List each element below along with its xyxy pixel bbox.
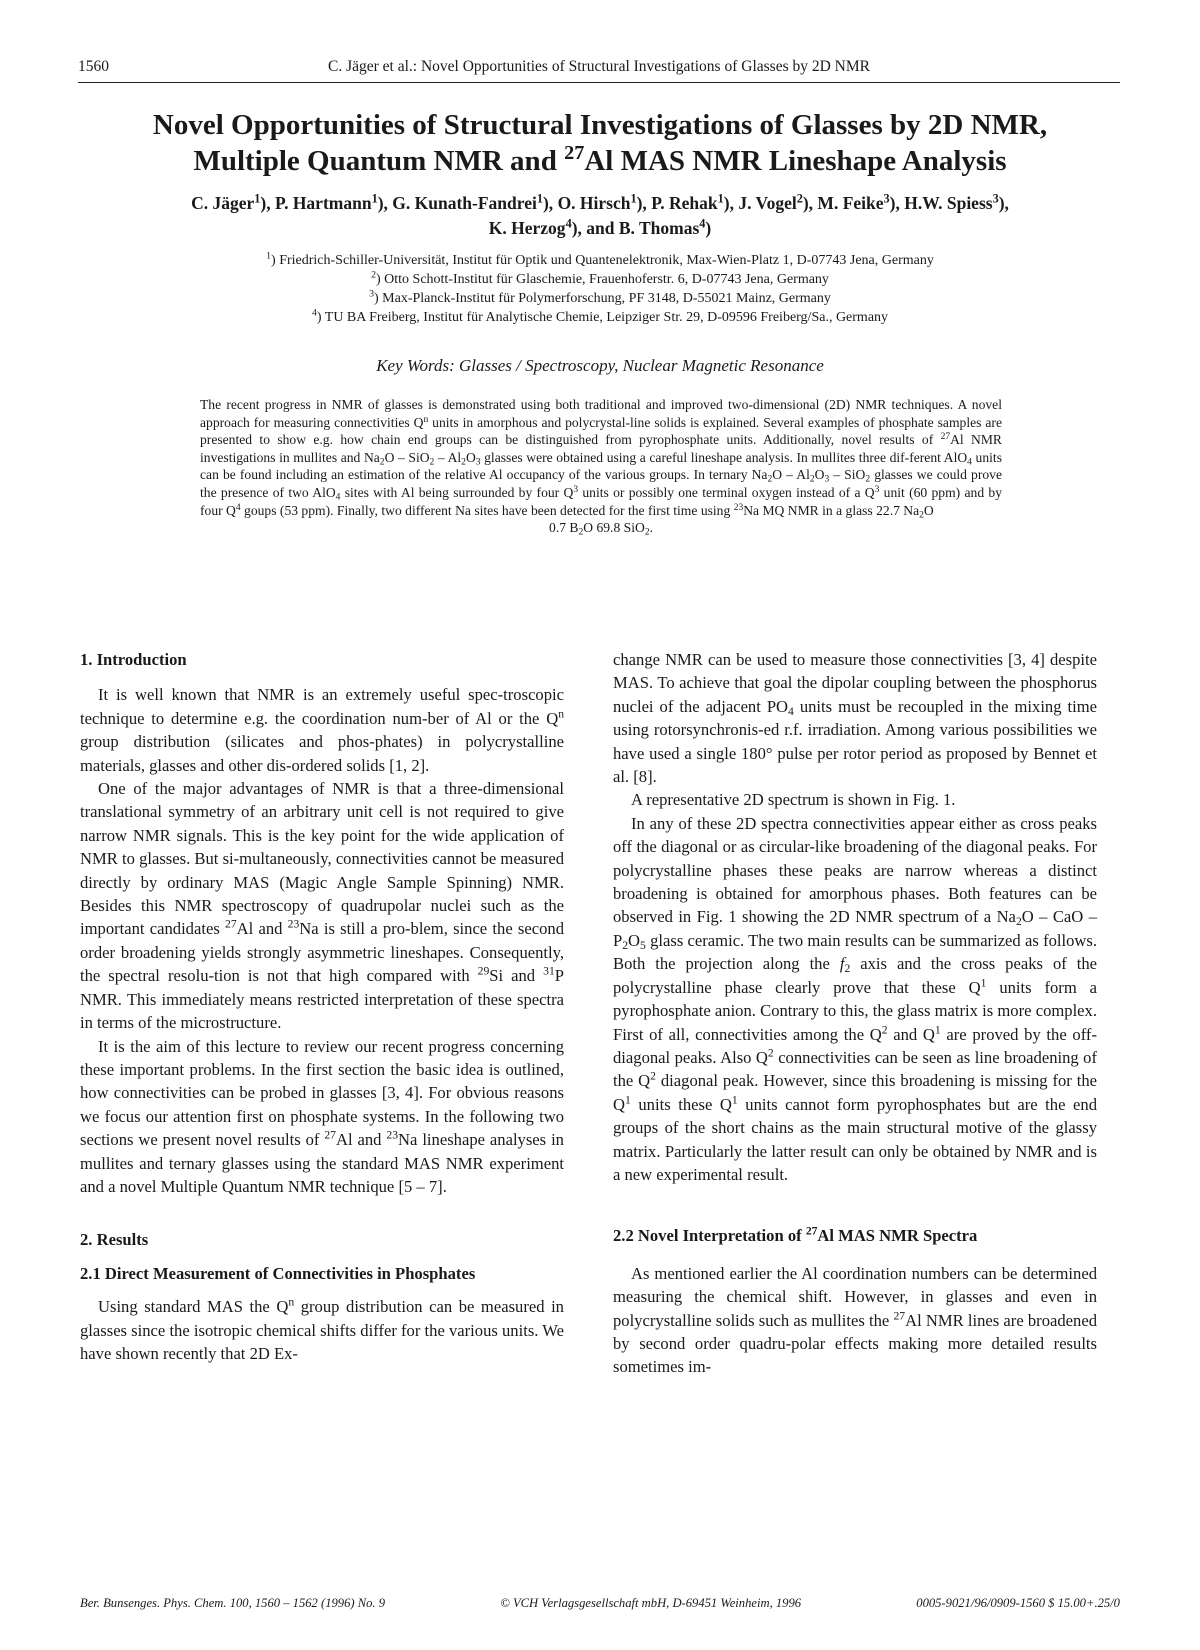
section-heading-results: 2. Results: [80, 1230, 149, 1250]
paragraph: It is well known that NMR is an extremely useful spec-troscopic technique to determine e.g. the coordination num-ber of Al or the $Q^n$ group distribution (silicates and phos-phates) in polycrystalline materials, glasses and other dis-ordered solids [1, 2].: [80, 685, 564, 775]
running-header: [78, 58, 1120, 83]
affiliation: $^1$) Friedrich-Schiller-Universität, Institut für Optik und Quantenelektronik, Max-Wien-Platz 1, D-07743 Jena, Germany: [266, 250, 934, 268]
paragraph: Using standard MAS the $Q^n$ group distribution can be measured in glasses since the isotropic chemical shifts differ for the various units. We have shown recently that 2D Ex-: [80, 1295, 564, 1363]
paragraph: It is the aim of this lecture to review our recent progress concerning these important problems. In the first section the basic idea is outlined, how connectivities can be probed in glasses [3, 4]. For obvious reasons we focus our attention first on phosphate systems. In the following two sections we present novel results of $^{27}$Al and $^{23}$Na lineshape analyses in mullites and ternary glasses using the standard MAS NMR experiment and a novel Multiple Quantum NMR technique [5 – 7].: [80, 1036, 564, 1196]
page-number: 1560: [78, 58, 109, 75]
right-column: [613, 648, 1097, 1379]
author: O. Hirsch: [557, 193, 631, 213]
paragraph: One of the major advantages of NMR is that a three-dimensional translational symmetry of an arbitrary unit cell is not required to give narrow NMR signals. This is the key point for the wide application of NMR to glasses. But si-multaneously, connectivities cannot be measured directly by ordinary MAS (Magic Angle Sample Spinning) NMR. Besides this NMR spectroscopy of quadrupolar nuclei such as the important candidates $^{27}$Al and $^{23}$Na is still a pro-blem, since the second order broadening yields strongly asymmetric lineshapes. Consequently, the spectral resolu-tion is not that high compared with $^{29}$Si and $^{31}$P NMR. This immediately means restricted interpretation of these spectra in terms of the microstructure.: [80, 779, 564, 1033]
paragraph: As mentioned earlier the Al coordination numbers can be determined measuring the chemical shift. However, in glasses and even in polycrystalline solids such as mullites the $^{27}$Al NMR lines are broadened by second order quadru-polar effects making more detailed results sometimes im-: [613, 1263, 1097, 1377]
title-line-1: Novel Opportunities of Structural Investigations of Glasses by 2D NMR,: [152, 109, 1048, 141]
author: P. Hartmann: [274, 193, 372, 213]
author: K. Herzog: [488, 218, 566, 238]
paper-title: [80, 107, 1120, 179]
affiliation: $^3$) Max-Planck-Institut für Polymerforschung, PF 3148, D-55021 Mainz, Germany: [369, 288, 831, 306]
left-column: [80, 648, 564, 1365]
page-footer: [80, 1596, 1120, 1611]
section-heading-introduction: 1. Introduction: [80, 650, 187, 669]
keywords: Key Words: Glasses / Spectroscopy, Nuclear Magnetic Resonance: [376, 356, 824, 375]
author: M. Feike: [817, 193, 884, 213]
author-list: C. Jäger$^1$), P. Hartmann$^1$), G. Kunath-Fandrei$^1$), O. Hirsch$^1$), P. Rehak$^1$), J. Vogel$^2$), M. Feike$^3$), H.W. Spiess$^3$), K. Herzog$^4$), and B. Thomas$^4$): [191, 191, 1009, 238]
paragraph: In any of these 2D spectra connectivities appear either as cross peaks off the diagonal or as circular-like broadening of the diagonal peaks. For polycrystalline phases these peaks are narrow whereas a distinct broadening is obtained for amorphous phases. Both features can be observed in Fig. 1 showing the 2D NMR spectrum of a $Na_2O$ – CaO – $P_2O_5$ glass ceramic. The two main results can be summarized as follows. Both the projection along the $f_2$ axis and the cross peaks of the polycrystalline phase clearly prove that these $Q^1$ units form a pyrophosphate anion. Contrary to this, the glass matrix is more complex. First of all, connectivities among the $Q^2$ and $Q^1$ are proved by the off-diagonal peaks. Also $Q^2$ connectivities can be seen as line broadening of the $Q^2$ diagonal peak. However, since this broadening is missing for the $Q^1$ units these $Q^1$ units cannot form pyrophosphates but are the end groups of the short chains as the main structural motive of the glassy matrix. Particularly the latter result can only be obtained by NMR and is a new experimental result.: [613, 813, 1098, 1184]
author: B. Thomas: [618, 218, 700, 238]
journal-citation: Ber. Bunsenges. Phys. Chem. 100, 1560 – 1562 (1996) No. 9: [80, 1596, 386, 1610]
title-line-2: Multiple Quantum NMR and $^{27}$Al MAS NMR Lineshape Analysis: [193, 141, 1007, 177]
running-title: C. Jäger et al.: Novel Opportunities of Structural Investigations of Glasses by 2D NMR: [328, 58, 870, 75]
abstract: The recent progress in NMR of glasses is demonstrated using both traditional and improved two-dimensional (2D) NMR techniques. A novel approach for measuring connectivities $Q^n$ units in amorphous and polycrystal-line solids is explained. Several examples of phosphate samples are presented to show e.g. how chain end groups can be distinguished from pyrophosphate units. Additionally, novel results of $^{27}$Al NMR investigations in mullites and $Na_2O - SiO_2 - Al_2O_3$ glasses were obtained using a careful lineshape analysis. In mullites three dif-ferent AlO$_4$ units can be found including an estimation of the relative Al occupancy of the various groups. In ternary $Na_2O - Al_2O_3 - SiO_2$ glasses we could prove the presence of two AlO$_4$ sites with Al being surrounded by four $Q^3$ units or possibly one terminal oxygen instead of a $Q^3$ unit (60 ppm) and by four $Q^4$ goups (53 ppm). Finally, two different Na sites have been detected for the first time using $^{23}$Na MQ NMR in a glass 22.7 $Na_2O$ 0.7 $B_2O$ 69.8 SiO$_2$.: [200, 397, 1002, 538]
author: G. Kunath-Fandrei: [392, 193, 537, 213]
affiliation-list: [80, 251, 1120, 327]
author: P. Rehak: [651, 193, 718, 213]
author: H.W. Spiess: [904, 193, 993, 213]
paragraph: change NMR can be used to measure those connectivities [3, 4] despite MAS. To achieve that goal the dipolar coupling between the phosphorus nuclei of the adjacent $PO_4$ units must be recoupled in the mixing time using rotorsynchronis-ed r.f. irradiation. Among various possibilities we have used a single 180° pulse per rotor period as proposed by Bennet et al. [8].: [613, 650, 1097, 787]
author: C. Jäger: [191, 193, 255, 213]
affiliation: $^2$) Otto Schott-Institut für Glaschemie, Frauenhoferstr. 6, D-07743 Jena, Germany: [371, 269, 829, 287]
paragraph: A representative 2D spectrum is shown in Fig. 1.: [631, 790, 956, 810]
subsection-heading-al-mas-nmr: 2.2 Novel Interpretation of $^{27}$Al MAS NMR Spectra: [613, 1224, 978, 1246]
article-code: 0005-9021/96/0909-1560 $ 15.00+.25/0: [916, 1596, 1120, 1610]
author: J. Vogel: [738, 193, 797, 213]
publisher-line: © VCH Verlagsgesellschaft mbH, D-69451 Weinheim, 1996: [500, 1596, 802, 1610]
subsection-heading-connectivities: 2.1 Direct Measurement of Connectivities in Phosphates: [80, 1263, 476, 1283]
affiliation: $^4$) TU BA Freiberg, Institut für Analytische Chemie, Leipziger Str. 29, D-09596 Freiberg/Sa., Germany: [311, 307, 889, 325]
